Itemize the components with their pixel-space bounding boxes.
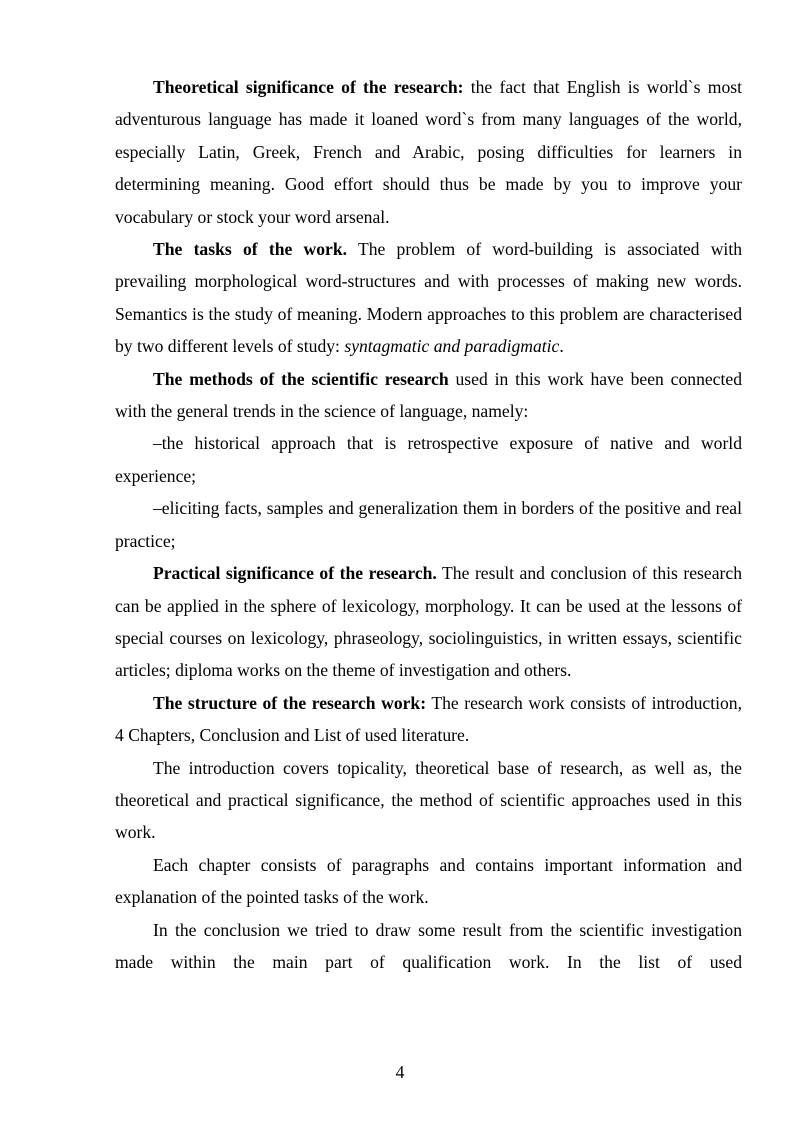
paragraph-text: The research work consists of introduction, 4 Chapters, Conclusion and List of used literature. [115, 692, 742, 746]
paragraph-heading: The structure of the research work: [153, 692, 427, 713]
paragraph-heading: Theoretical significance of the research: [153, 77, 464, 97]
paragraph-text: In the conclusion we tried to draw some result from the scientific investigation made within the main part of qualification work. In the list of used [115, 919, 742, 972]
paragraph-practical-significance [115, 557, 742, 687]
paragraph-text: the fact that English is world`s most adventurous language has made it loaned word`s from many languages of the world, especially Latin, Greek, French and Arabic, posing difficulties for learners in determining meaning. Good effort should thus be made by you to improve your vocabulary or stock your word arsenal. [115, 77, 742, 227]
paragraph-theoretical-significance [115, 71, 742, 233]
paragraph-conclusion [115, 914, 742, 979]
page-body [115, 71, 742, 978]
paragraph-text: The introduction covers topicality, theoretical base of research, as well as, the theoretical and practical significance, the method of scientific approaches used in this work. [115, 757, 742, 843]
paragraph-tail: . [559, 336, 564, 357]
paragraph-text: Each chapter consists of paragraphs and contains important information and explanation of the pointed tasks of the work. [115, 854, 742, 908]
paragraph-heading: The methods of the scientific research [153, 368, 449, 389]
paragraph-text: –eliciting facts, samples and generalization them in borders of the positive and real practice; [115, 498, 742, 551]
paragraph-introduction [115, 752, 742, 849]
paragraph-heading: The tasks of the work. [153, 239, 348, 260]
list-item-historical-approach [115, 427, 742, 492]
paragraph-tasks [115, 233, 742, 363]
paragraph-text: –the historical approach that is retrospective exposure of native and world experience; [115, 433, 742, 486]
paragraph-text: The problem of word-building is associated with prevailing morphological word-structures and with processes of making new words. Semantics is the study of meaning. Modern approaches to this problem are characterised by two different levels of study: [115, 239, 742, 357]
page-number: 4 [395, 1062, 405, 1082]
list-item-eliciting-facts [115, 492, 742, 557]
italic-emphasis: syntagmatic and paradigmatic [344, 336, 560, 357]
paragraph-heading: Practical significance of the research. [153, 563, 437, 584]
paragraph-text: used in this work have been connected with the general trends in the science of language, namely: [115, 368, 742, 422]
paragraph-chapters [115, 849, 742, 914]
paragraph-text: The result and conclusion of this research can be applied in the sphere of lexicology, morphology. It can be used at the lessons of special courses on lexicology, phraseology, sociolinguistics, in written essays, scientific articles; diploma works on the theme of investigation and others. [115, 563, 742, 681]
paragraph-structure [115, 687, 742, 752]
paragraph-methods [115, 363, 742, 428]
